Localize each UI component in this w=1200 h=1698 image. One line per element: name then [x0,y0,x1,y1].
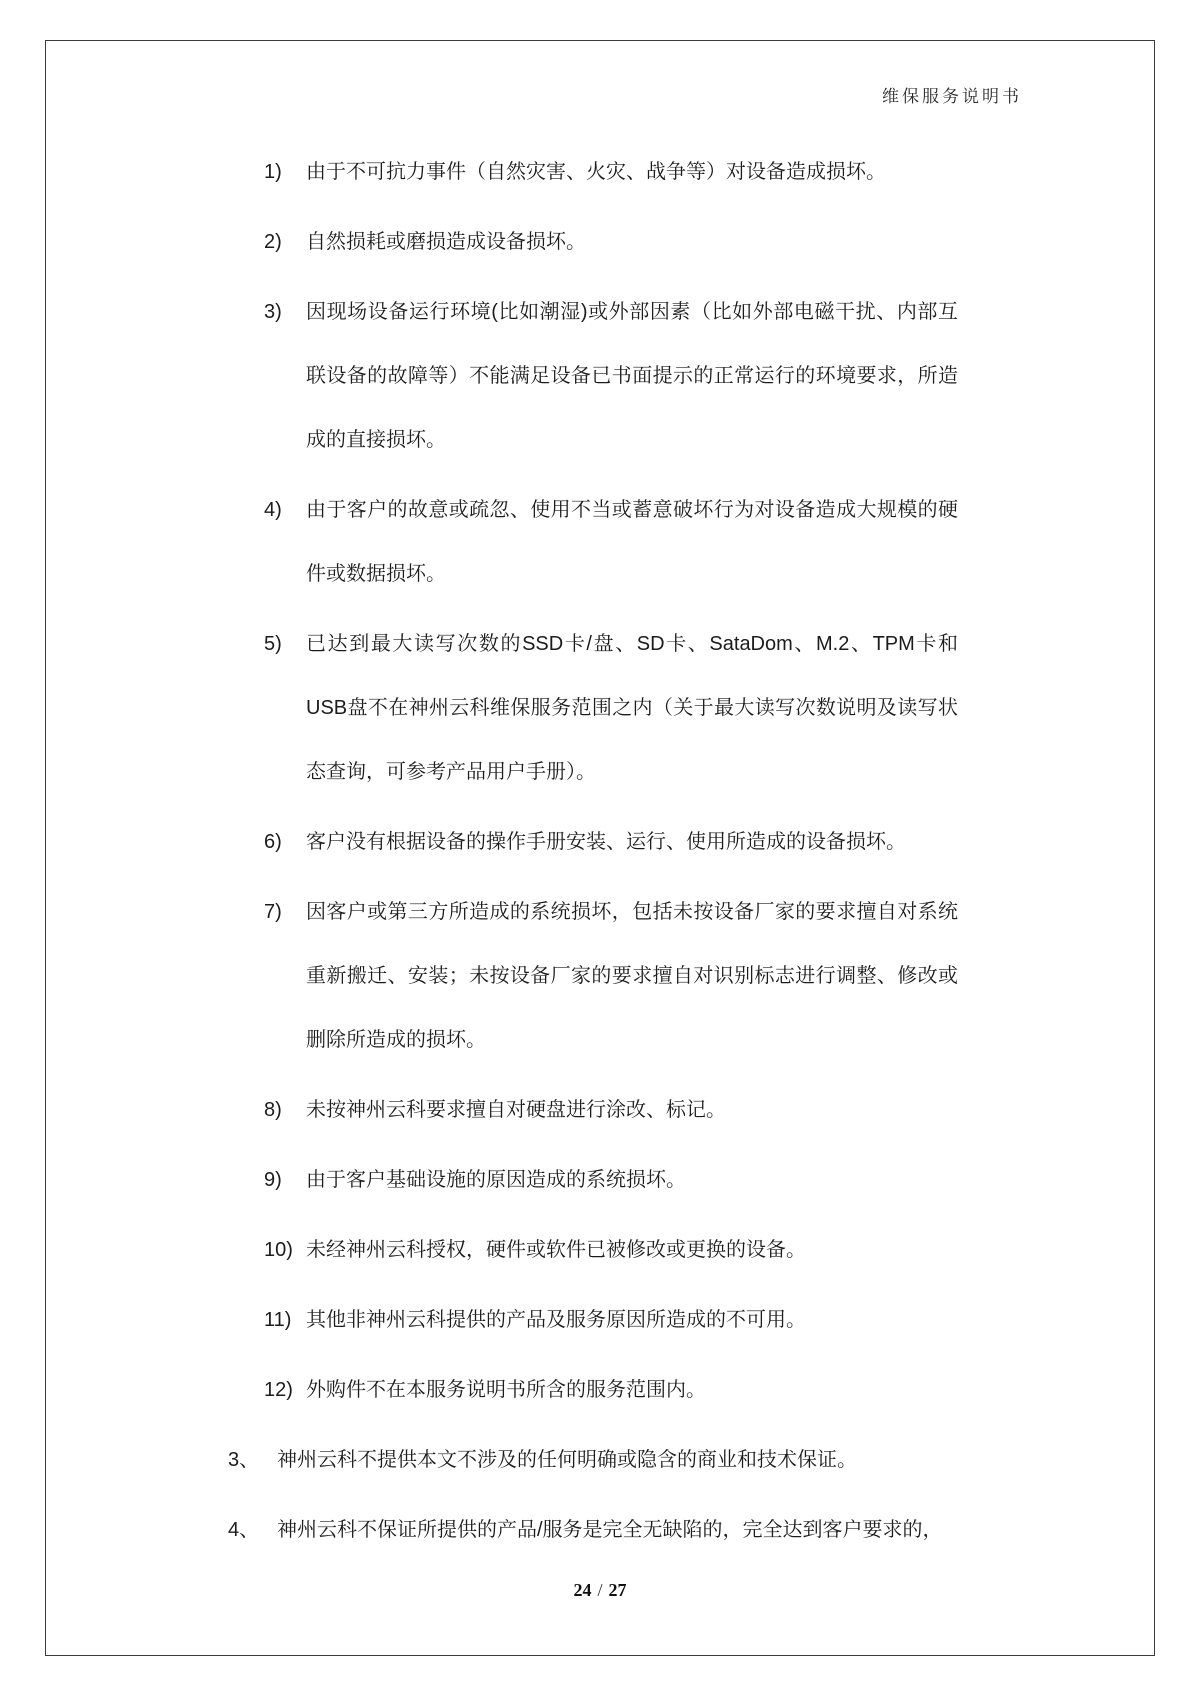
item-number: 11) [264,1309,292,1331]
item-number: 9) [264,1169,282,1191]
list-item [228,1498,958,1562]
item-text: 因现场设备运行环境(比如潮湿)或外部因素（比如外部电磁干扰、内部互联设备的故障等）不能满足设备已书面提示的正常运行的环境要求，所造成的直接损坏。 [306,301,958,451]
item-number: 1) [264,161,282,183]
list-item [264,140,958,204]
item-text: 未经神州云科授权，硬件或软件已被修改或更换的设备。 [306,1239,806,1261]
item-text: 未按神州云科要求擅自对硬盘进行涂改、标记。 [306,1099,726,1121]
item-number: 2) [264,231,282,253]
list-item [264,1358,958,1422]
list-item [264,810,958,874]
item-number: 5) [264,633,282,655]
page-header [882,82,1022,107]
list-item [264,478,958,606]
item-text: 因客户或第三方所造成的系统损坏，包括未按设备厂家的要求擅自对系统重新搬迁、安装；未按设备厂家的要求擅自对识别标志进行调整、修改或删除所造成的损坏。 [306,901,958,1051]
item-text: 已达到最大读写次数的SSD卡/盘、SD卡、SataDom、M.2、TPM卡和USB盘不在神州云科维保服务范围之内（关于最大读写次数说明及读写状态查询，可参考产品用户手册）。 [306,633,958,783]
item-number: 3) [264,301,282,323]
item-number: 4) [264,499,282,521]
item-number: 6) [264,831,282,853]
list-item [264,1078,958,1142]
item-number: 12) [264,1379,293,1401]
item-number: 3、 [228,1449,260,1471]
list-item [264,280,958,472]
item-text: 自然损耗或磨损造成设备损坏。 [306,231,586,253]
item-text: 由于客户基础设施的原因造成的系统损坏。 [306,1169,686,1191]
item-number: 4、 [228,1519,260,1541]
item-text: 其他非神州云科提供的产品及服务原因所造成的不可用。 [306,1309,806,1331]
list-item [264,1218,958,1282]
header-title: 维保服务说明书 [882,87,1022,106]
item-text: 由于不可抗力事件（自然灾害、火灾、战争等）对设备造成损坏。 [306,161,886,183]
page-number-separator: / [597,1580,603,1600]
item-text: 由于客户的故意或疏忽、使用不当或蓄意破坏行为对设备造成大规模的硬件或数据损坏。 [306,499,958,585]
list-item [264,1148,958,1212]
item-number: 10) [264,1239,293,1261]
list-item [228,1428,958,1492]
item-text: 外购件不在本服务说明书所含的服务范围内。 [306,1379,706,1401]
item-text: 神州云科不提供本文不涉及的任何明确或隐含的商业和技术保证。 [277,1449,857,1471]
item-number: 8) [264,1099,282,1121]
list-item [264,1288,958,1352]
page-number-current: 24 [573,1580,592,1600]
list-item [264,612,958,804]
item-text: 客户没有根据设备的操作手册安装、运行、使用所造成的设备损坏。 [306,831,906,853]
item-number: 7) [264,901,282,923]
list-item [264,210,958,274]
page-content [228,140,958,1568]
exclusion-sublist [228,140,958,1422]
page-number-total: 27 [608,1580,627,1600]
main-list [228,1428,958,1562]
list-item [264,880,958,1072]
page-footer [0,1580,1200,1601]
item-text: 神州云科不保证所提供的产品/服务是完全无缺陷的，完全达到客户要求的， [277,1519,943,1541]
